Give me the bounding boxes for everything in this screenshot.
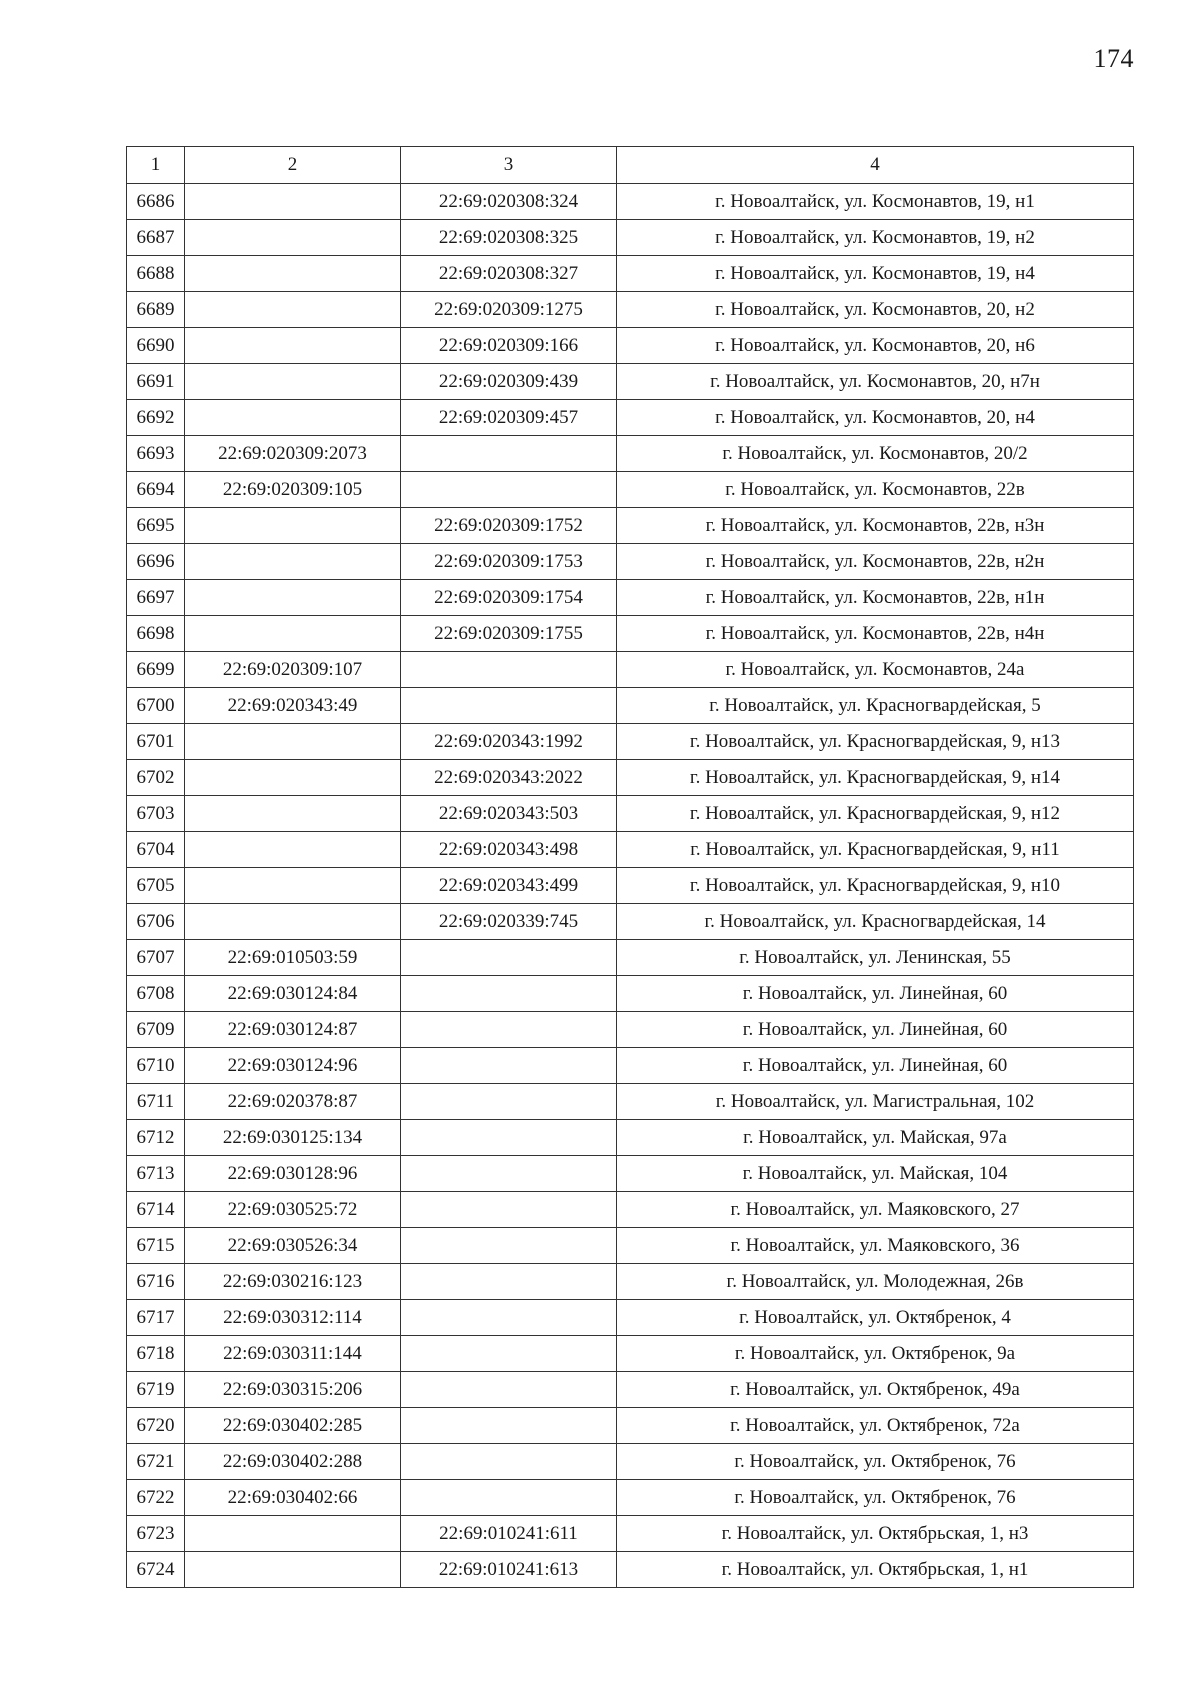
cadastral-number-cell: 22:69:030216:123 bbox=[185, 1264, 401, 1300]
table-row bbox=[127, 1048, 1134, 1084]
address-cell: г. Новоалтайск, ул. Октябрьская, 1, н3 bbox=[617, 1516, 1134, 1552]
address-cell: г. Новоалтайск, ул. Космонавтов, 19, н4 bbox=[617, 256, 1134, 292]
cadastral-number-cell: 22:69:010503:59 bbox=[185, 940, 401, 976]
row-number-cell: 6719 bbox=[127, 1372, 185, 1408]
address-cell: г. Новоалтайск, ул. Октябренок, 76 bbox=[617, 1480, 1134, 1516]
table-row bbox=[127, 1264, 1134, 1300]
address-cell: г. Новоалтайск, ул. Линейная, 60 bbox=[617, 976, 1134, 1012]
row-number-cell: 6698 bbox=[127, 616, 185, 652]
row-number-cell: 6723 bbox=[127, 1516, 185, 1552]
table-row bbox=[127, 616, 1134, 652]
address-cell: г. Новоалтайск, ул. Октябренок, 76 bbox=[617, 1444, 1134, 1480]
address-cell: г. Новоалтайск, ул. Космонавтов, 20, н4 bbox=[617, 400, 1134, 436]
cadastral-number-cell bbox=[185, 760, 401, 796]
header-cell-4: 4 bbox=[617, 147, 1134, 184]
cadastral-number-cell: 22:69:030402:288 bbox=[185, 1444, 401, 1480]
page-number: 174 bbox=[1093, 44, 1134, 73]
address-cell: г. Новоалтайск, ул. Красногвардейская, 9, н10 bbox=[617, 868, 1134, 904]
header-cell-1: 1 bbox=[127, 147, 185, 184]
row-number-cell: 6700 bbox=[127, 688, 185, 724]
table-row bbox=[127, 1552, 1134, 1588]
address-cell: г. Новоалтайск, ул. Маяковского, 27 bbox=[617, 1192, 1134, 1228]
row-number-cell: 6722 bbox=[127, 1480, 185, 1516]
premises-cadastral-number-cell: 22:69:020309:166 bbox=[401, 328, 617, 364]
table-row bbox=[127, 1012, 1134, 1048]
address-cell: г. Новоалтайск, ул. Космонавтов, 22в, н4н bbox=[617, 616, 1134, 652]
cadastral-number-cell bbox=[185, 868, 401, 904]
cadastral-number-cell bbox=[185, 508, 401, 544]
premises-cadastral-number-cell: 22:69:020343:503 bbox=[401, 796, 617, 832]
premises-cadastral-number-cell bbox=[401, 1480, 617, 1516]
cadastral-number-cell: 22:69:030402:66 bbox=[185, 1480, 401, 1516]
cadastral-number-cell bbox=[185, 292, 401, 328]
row-number-cell: 6711 bbox=[127, 1084, 185, 1120]
cadastral-number-cell: 22:69:020378:87 bbox=[185, 1084, 401, 1120]
address-cell: г. Новоалтайск, ул. Молодежная, 26в bbox=[617, 1264, 1134, 1300]
row-number-cell: 6716 bbox=[127, 1264, 185, 1300]
cadastral-number-cell bbox=[185, 796, 401, 832]
cadastral-number-cell bbox=[185, 832, 401, 868]
address-cell: г. Новоалтайск, ул. Космонавтов, 20/2 bbox=[617, 436, 1134, 472]
row-number-cell: 6686 bbox=[127, 184, 185, 220]
address-cell: г. Новоалтайск, ул. Красногвардейская, 9, н12 bbox=[617, 796, 1134, 832]
header-cell-2: 2 bbox=[185, 147, 401, 184]
address-cell: г. Новоалтайск, ул. Октябренок, 9а bbox=[617, 1336, 1134, 1372]
cadastral-number-cell: 22:69:030311:144 bbox=[185, 1336, 401, 1372]
premises-cadastral-number-cell: 22:69:010241:611 bbox=[401, 1516, 617, 1552]
row-number-cell: 6695 bbox=[127, 508, 185, 544]
cadastral-number-cell bbox=[185, 904, 401, 940]
premises-cadastral-number-cell bbox=[401, 1444, 617, 1480]
table-row bbox=[127, 1408, 1134, 1444]
cadastral-number-cell: 22:69:030124:96 bbox=[185, 1048, 401, 1084]
row-number-cell: 6720 bbox=[127, 1408, 185, 1444]
table-row bbox=[127, 328, 1134, 364]
cadastral-number-cell: 22:69:020343:49 bbox=[185, 688, 401, 724]
cadastral-number-cell: 22:69:030402:285 bbox=[185, 1408, 401, 1444]
table-row bbox=[127, 508, 1134, 544]
address-cell: г. Новоалтайск, ул. Майская, 97а bbox=[617, 1120, 1134, 1156]
address-cell: г. Новоалтайск, ул. Магистральная, 102 bbox=[617, 1084, 1134, 1120]
row-number-cell: 6717 bbox=[127, 1300, 185, 1336]
table-row bbox=[127, 400, 1134, 436]
row-number-cell: 6709 bbox=[127, 1012, 185, 1048]
row-number-cell: 6697 bbox=[127, 580, 185, 616]
premises-cadastral-number-cell bbox=[401, 472, 617, 508]
premises-cadastral-number-cell bbox=[401, 1228, 617, 1264]
premises-cadastral-number-cell bbox=[401, 1048, 617, 1084]
table-row bbox=[127, 976, 1134, 1012]
table-row bbox=[127, 544, 1134, 580]
table-row bbox=[127, 760, 1134, 796]
row-number-cell: 6708 bbox=[127, 976, 185, 1012]
cadastral-number-cell: 22:69:030312:114 bbox=[185, 1300, 401, 1336]
premises-cadastral-number-cell: 22:69:020343:1992 bbox=[401, 724, 617, 760]
premises-cadastral-number-cell: 22:69:020308:324 bbox=[401, 184, 617, 220]
table-row bbox=[127, 1444, 1134, 1480]
table-body bbox=[127, 184, 1134, 1588]
address-cell: г. Новоалтайск, ул. Космонавтов, 22в bbox=[617, 472, 1134, 508]
cadastral-number-cell bbox=[185, 616, 401, 652]
address-cell: г. Новоалтайск, ул. Красногвардейская, 9, н14 bbox=[617, 760, 1134, 796]
table-row bbox=[127, 724, 1134, 760]
premises-cadastral-number-cell: 22:69:020343:2022 bbox=[401, 760, 617, 796]
address-cell: г. Новоалтайск, ул. Космонавтов, 19, н1 bbox=[617, 184, 1134, 220]
table-row bbox=[127, 220, 1134, 256]
table-row bbox=[127, 472, 1134, 508]
table-row bbox=[127, 1084, 1134, 1120]
row-number-cell: 6705 bbox=[127, 868, 185, 904]
premises-cadastral-number-cell bbox=[401, 1120, 617, 1156]
table-row bbox=[127, 652, 1134, 688]
table-row bbox=[127, 436, 1134, 472]
table-row bbox=[127, 1372, 1134, 1408]
cadastral-number-cell: 22:69:020309:105 bbox=[185, 472, 401, 508]
table-row bbox=[127, 1192, 1134, 1228]
premises-cadastral-number-cell: 22:69:020309:1752 bbox=[401, 508, 617, 544]
row-number-cell: 6701 bbox=[127, 724, 185, 760]
row-number-cell: 6687 bbox=[127, 220, 185, 256]
address-cell: г. Новоалтайск, ул. Красногвардейская, 9, н13 bbox=[617, 724, 1134, 760]
premises-cadastral-number-cell bbox=[401, 1408, 617, 1444]
premises-cadastral-number-cell: 22:69:020309:1275 bbox=[401, 292, 617, 328]
header-row bbox=[127, 147, 1134, 184]
address-cell: г. Новоалтайск, ул. Красногвардейская, 14 bbox=[617, 904, 1134, 940]
address-cell: г. Новоалтайск, ул. Красногвардейская, 9, н11 bbox=[617, 832, 1134, 868]
row-number-cell: 6704 bbox=[127, 832, 185, 868]
premises-cadastral-number-cell: 22:69:020309:457 bbox=[401, 400, 617, 436]
address-cell: г. Новоалтайск, ул. Космонавтов, 24а bbox=[617, 652, 1134, 688]
row-number-cell: 6689 bbox=[127, 292, 185, 328]
table-row bbox=[127, 292, 1134, 328]
table-row bbox=[127, 688, 1134, 724]
row-number-cell: 6690 bbox=[127, 328, 185, 364]
premises-cadastral-number-cell: 22:69:020309:1754 bbox=[401, 580, 617, 616]
address-cell: г. Новоалтайск, ул. Космонавтов, 20, н6 bbox=[617, 328, 1134, 364]
premises-cadastral-number-cell bbox=[401, 976, 617, 1012]
address-cell: г. Новоалтайск, ул. Октябренок, 49а bbox=[617, 1372, 1134, 1408]
table-row bbox=[127, 1300, 1134, 1336]
table-row bbox=[127, 832, 1134, 868]
row-number-cell: 6702 bbox=[127, 760, 185, 796]
header-cell-3: 3 bbox=[401, 147, 617, 184]
table-row bbox=[127, 580, 1134, 616]
cadastral-number-cell bbox=[185, 256, 401, 292]
premises-cadastral-number-cell bbox=[401, 436, 617, 472]
address-cell: г. Новоалтайск, ул. Космонавтов, 22в, н2н bbox=[617, 544, 1134, 580]
cadastral-number-cell: 22:69:030526:34 bbox=[185, 1228, 401, 1264]
row-number-cell: 6692 bbox=[127, 400, 185, 436]
premises-cadastral-number-cell bbox=[401, 1264, 617, 1300]
address-cell: г. Новоалтайск, ул. Октябрьская, 1, н1 bbox=[617, 1552, 1134, 1588]
row-number-cell: 6691 bbox=[127, 364, 185, 400]
table-row bbox=[127, 796, 1134, 832]
address-cell: г. Новоалтайск, ул. Космонавтов, 22в, н3н bbox=[617, 508, 1134, 544]
row-number-cell: 6699 bbox=[127, 652, 185, 688]
row-number-cell: 6707 bbox=[127, 940, 185, 976]
row-number-cell: 6721 bbox=[127, 1444, 185, 1480]
row-number-cell: 6706 bbox=[127, 904, 185, 940]
row-number-cell: 6713 bbox=[127, 1156, 185, 1192]
cadastral-number-cell bbox=[185, 724, 401, 760]
table-row bbox=[127, 1336, 1134, 1372]
premises-cadastral-number-cell bbox=[401, 1156, 617, 1192]
premises-cadastral-number-cell: 22:69:010241:613 bbox=[401, 1552, 617, 1588]
premises-cadastral-number-cell: 22:69:020308:327 bbox=[401, 256, 617, 292]
cadastral-number-cell: 22:69:030124:84 bbox=[185, 976, 401, 1012]
premises-cadastral-number-cell bbox=[401, 1192, 617, 1228]
address-cell: г. Новоалтайск, ул. Майская, 104 bbox=[617, 1156, 1134, 1192]
address-cell: г. Новоалтайск, ул. Октябренок, 72а bbox=[617, 1408, 1134, 1444]
premises-cadastral-number-cell bbox=[401, 940, 617, 976]
row-number-cell: 6688 bbox=[127, 256, 185, 292]
row-number-cell: 6715 bbox=[127, 1228, 185, 1264]
table-row bbox=[127, 256, 1134, 292]
address-cell: г. Новоалтайск, ул. Маяковского, 36 bbox=[617, 1228, 1134, 1264]
cadastral-number-cell bbox=[185, 184, 401, 220]
cadastral-number-cell bbox=[185, 400, 401, 436]
premises-cadastral-number-cell: 22:69:020343:498 bbox=[401, 832, 617, 868]
table-row bbox=[127, 1120, 1134, 1156]
premises-cadastral-number-cell: 22:69:020309:1753 bbox=[401, 544, 617, 580]
cadastral-number-cell: 22:69:030128:96 bbox=[185, 1156, 401, 1192]
premises-cadastral-number-cell bbox=[401, 652, 617, 688]
table-row bbox=[127, 868, 1134, 904]
premises-cadastral-number-cell bbox=[401, 1372, 617, 1408]
table-row bbox=[127, 184, 1134, 220]
table-row bbox=[127, 904, 1134, 940]
premises-cadastral-number-cell bbox=[401, 1300, 617, 1336]
row-number-cell: 6710 bbox=[127, 1048, 185, 1084]
row-number-cell: 6714 bbox=[127, 1192, 185, 1228]
cadastral-number-cell: 22:69:020309:107 bbox=[185, 652, 401, 688]
registry-table bbox=[126, 146, 1134, 1588]
address-cell: г. Новоалтайск, ул. Космонавтов, 20, н2 bbox=[617, 292, 1134, 328]
premises-cadastral-number-cell bbox=[401, 1084, 617, 1120]
premises-cadastral-number-cell: 22:69:020309:1755 bbox=[401, 616, 617, 652]
cadastral-number-cell bbox=[185, 220, 401, 256]
row-number-cell: 6712 bbox=[127, 1120, 185, 1156]
address-cell: г. Новоалтайск, ул. Космонавтов, 20, н7н bbox=[617, 364, 1134, 400]
premises-cadastral-number-cell: 22:69:020343:499 bbox=[401, 868, 617, 904]
cadastral-number-cell: 22:69:030124:87 bbox=[185, 1012, 401, 1048]
row-number-cell: 6693 bbox=[127, 436, 185, 472]
premises-cadastral-number-cell bbox=[401, 1336, 617, 1372]
row-number-cell: 6724 bbox=[127, 1552, 185, 1588]
table-header bbox=[127, 147, 1134, 184]
cadastral-number-cell: 22:69:030525:72 bbox=[185, 1192, 401, 1228]
address-cell: г. Новоалтайск, ул. Космонавтов, 22в, н1н bbox=[617, 580, 1134, 616]
premises-cadastral-number-cell: 22:69:020309:439 bbox=[401, 364, 617, 400]
row-number-cell: 6694 bbox=[127, 472, 185, 508]
address-cell: г. Новоалтайск, ул. Космонавтов, 19, н2 bbox=[617, 220, 1134, 256]
table-row bbox=[127, 1156, 1134, 1192]
address-cell: г. Новоалтайск, ул. Октябренок, 4 bbox=[617, 1300, 1134, 1336]
cadastral-number-cell bbox=[185, 1516, 401, 1552]
row-number-cell: 6703 bbox=[127, 796, 185, 832]
row-number-cell: 6696 bbox=[127, 544, 185, 580]
table-row bbox=[127, 1516, 1134, 1552]
premises-cadastral-number-cell: 22:69:020339:745 bbox=[401, 904, 617, 940]
table-row bbox=[127, 364, 1134, 400]
cadastral-number-cell bbox=[185, 364, 401, 400]
cadastral-number-cell bbox=[185, 328, 401, 364]
address-cell: г. Новоалтайск, ул. Красногвардейская, 5 bbox=[617, 688, 1134, 724]
address-cell: г. Новоалтайск, ул. Линейная, 60 bbox=[617, 1012, 1134, 1048]
cadastral-number-cell: 22:69:030315:206 bbox=[185, 1372, 401, 1408]
table-row bbox=[127, 1480, 1134, 1516]
cadastral-number-cell bbox=[185, 544, 401, 580]
cadastral-number-cell bbox=[185, 580, 401, 616]
premises-cadastral-number-cell: 22:69:020308:325 bbox=[401, 220, 617, 256]
table-row bbox=[127, 940, 1134, 976]
cadastral-number-cell bbox=[185, 1552, 401, 1588]
row-number-cell: 6718 bbox=[127, 1336, 185, 1372]
table-row bbox=[127, 1228, 1134, 1264]
premises-cadastral-number-cell bbox=[401, 688, 617, 724]
address-cell: г. Новоалтайск, ул. Ленинская, 55 bbox=[617, 940, 1134, 976]
premises-cadastral-number-cell bbox=[401, 1012, 617, 1048]
cadastral-number-cell: 22:69:030125:134 bbox=[185, 1120, 401, 1156]
address-cell: г. Новоалтайск, ул. Линейная, 60 bbox=[617, 1048, 1134, 1084]
cadastral-number-cell: 22:69:020309:2073 bbox=[185, 436, 401, 472]
